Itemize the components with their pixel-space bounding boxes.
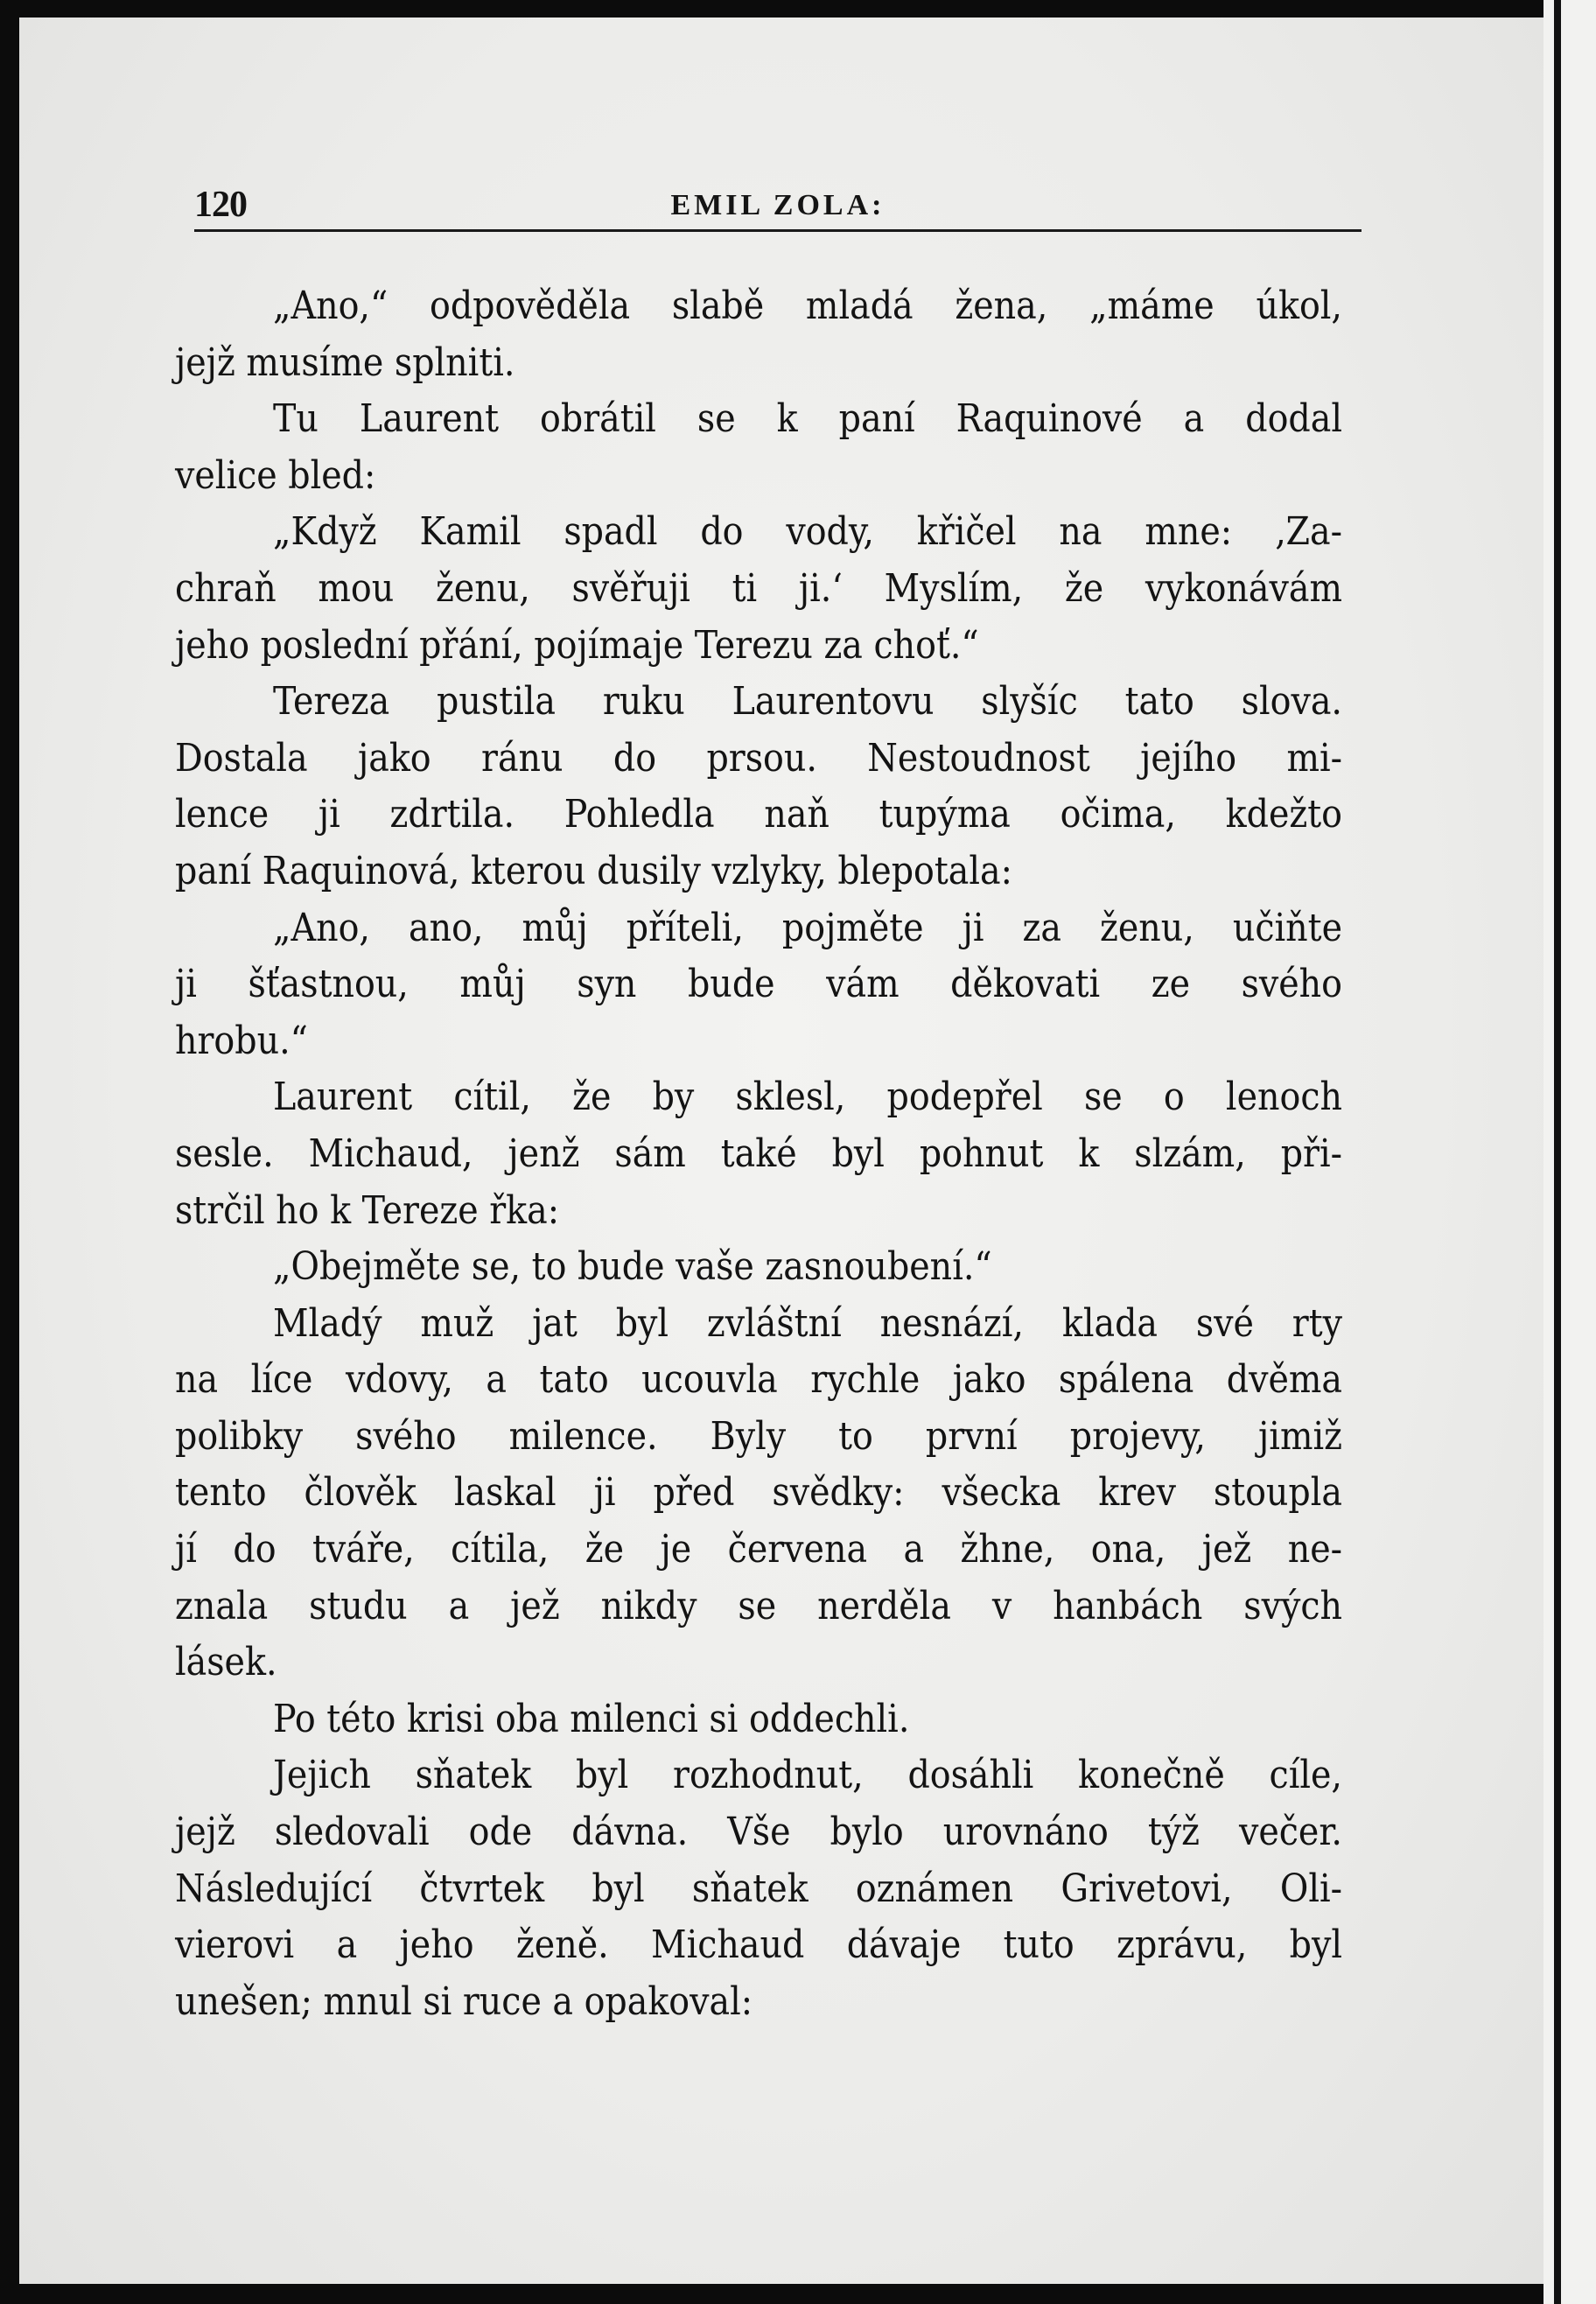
text-line: Mladý muž jat byl zvláštní nesnází, klada své rty xyxy=(273,1300,1342,1346)
paragraph xyxy=(175,674,1342,900)
book-spine-edge xyxy=(1554,0,1561,2304)
text-line: jeho poslední přání, pojímaje Terezu za choť.“ xyxy=(175,622,979,668)
text-line: jí do tváře, cítila, že je červena a žhne, ona, jež ne- xyxy=(175,1527,1342,1572)
paragraph xyxy=(175,1239,1342,1296)
text-line: Dostala jako ránu do prsou. Nestoudnost jejího mi- xyxy=(175,735,1342,781)
paragraph xyxy=(175,1069,1342,1239)
text-line: paní Raquinová, kterou dusily vzlyky, blepotala: xyxy=(175,848,1012,893)
text-line: Tu Laurent obrátil se k paní Raquinové a dodal xyxy=(273,396,1342,442)
book-spine-margin xyxy=(1544,0,1596,2304)
text-line: na líce vdovy, a tato ucouvla rychle jako spálena dvěma xyxy=(175,1357,1342,1403)
paragraph xyxy=(175,391,1342,504)
text-line: jejž musíme splniti. xyxy=(175,340,515,385)
text-line: Po této krisi oba milenci si oddechli. xyxy=(273,1696,910,1741)
text-line: „Obejměte se, to bude vaše zasnoubení.“ xyxy=(273,1244,992,1290)
text-line: velice bled: xyxy=(175,452,376,498)
body-text xyxy=(175,278,1342,2030)
text-line: hrobu.“ xyxy=(175,1018,308,1063)
page-number: 120 xyxy=(194,185,247,225)
text-line: tento člověk laskal ji před svědky: všecka krev stoupla xyxy=(175,1470,1342,1516)
text-line: vierovi a jeho ženě. Michaud dávaje tuto zprávu, byl xyxy=(175,1922,1342,1968)
paragraph xyxy=(175,1691,1342,1748)
text-line: Laurent cítil, že by sklesl, podepřel se o lenoch xyxy=(273,1075,1342,1120)
text-line: Následující čtvrtek byl sňatek oznámen Grivetovi, Oli- xyxy=(175,1866,1342,1911)
text-line: polibky svého milence. Byly to první projevy, jimiž xyxy=(175,1413,1342,1459)
text-line: ji šťastnou, můj syn bude vám děkovati ze svého xyxy=(175,962,1342,1007)
text-line: Jejich sňatek byl rozhodnut, dosáhli konečně cíle, xyxy=(273,1753,1342,1798)
running-title: EMIL ZOLA: xyxy=(670,189,886,221)
text-line: strčil ho k Tereze řka: xyxy=(175,1187,560,1233)
text-line: sesle. Michaud, jenž sám také byl pohnut k slzám, při- xyxy=(175,1131,1342,1176)
paragraph xyxy=(175,1296,1342,1691)
page-header xyxy=(194,184,1362,232)
text-line: „Ano, ano, můj příteli, pojměte ji za ženu, učiňte xyxy=(273,905,1342,950)
text-line: „Když Kamil spadl do vody, křičel na mne: ‚Za- xyxy=(273,509,1342,555)
text-line: unešen; mnul si ruce a opakoval: xyxy=(175,1978,753,2024)
text-line: znala studu a jež nikdy se nerděla v hanbách svých xyxy=(175,1583,1342,1628)
text-line: lásek. xyxy=(175,1640,277,1685)
paragraph xyxy=(175,278,1342,391)
paragraph xyxy=(175,504,1342,674)
text-line: chraň mou ženu, svěřuji ti ji.‘ Myslím, že vykonávám xyxy=(175,565,1342,611)
paragraph xyxy=(175,1747,1342,2030)
text-line: jejž sledovali ode dávna. Vše bylo urovnáno týž večer. xyxy=(175,1810,1342,1855)
paragraph xyxy=(175,900,1342,1070)
text-line: lence ji zdrtila. Pohledla naň tupýma očima, kdežto xyxy=(175,792,1342,837)
text-line: Tereza pustila ruku Laurentovu slyšíc tato slova. xyxy=(273,679,1342,725)
text-line: „Ano,“ odpověděla slabě mladá žena, „máme úkol, xyxy=(273,284,1342,328)
